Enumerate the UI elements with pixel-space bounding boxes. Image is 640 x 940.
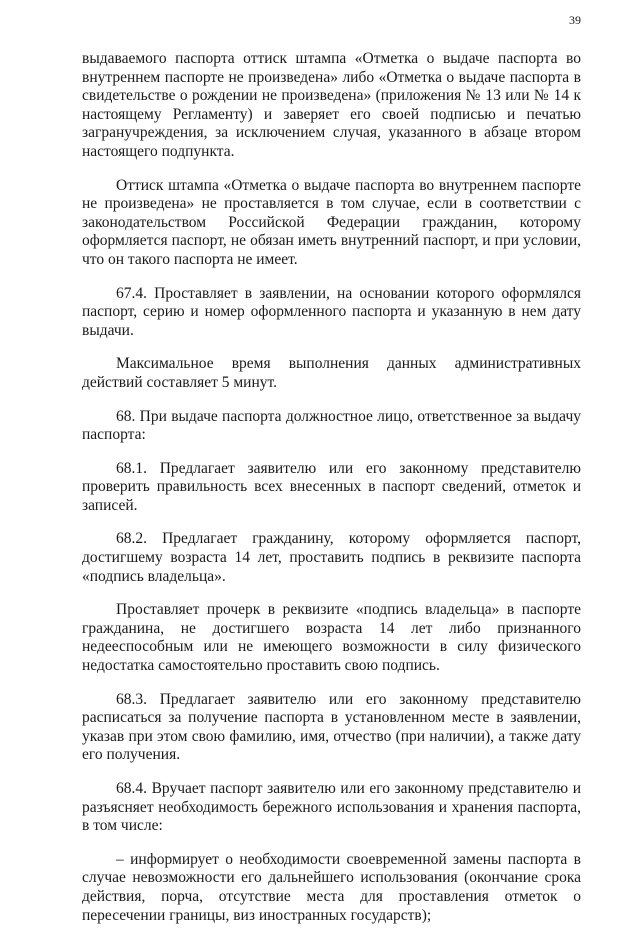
paragraph-68-3: 68.3. Предлагает заявителю или его законному представителю расписаться за получение паспорта в установленном месте в заявлении, указав при этом свою фамилию, имя, отчество (при наличии), а также дату его получения. bbox=[82, 690, 581, 764]
paragraph-max-time: Максимальное время выполнения данных административных действий составляет 5 минут. bbox=[82, 355, 581, 391]
paragraph-68-2: 68.2. Предлагает гражданину, которому оформляется паспорт, достигшему возраста 14 лет, проставить подпись в реквизите паспорта «подпись владельца». bbox=[82, 530, 581, 585]
paragraph-68-1: 68.1. Предлагает заявителю или его законному представителю проверить правильность всех внесенных в паспорт сведений, отметок и записей. bbox=[82, 459, 581, 514]
page-number: 39 bbox=[569, 13, 581, 27]
paragraph-67-4: 67.4. Проставляет в заявлении, на основании которого оформлялся паспорт, серию и номер оформленного паспорта и указанную в нем дату выдачи. bbox=[82, 284, 581, 339]
paragraph-continuation: выдаваемого паспорта оттиск штампа «Отметка о выдаче паспорта во внутреннем паспорте не произведена» либо «Отметка о выдаче паспорта в свидетельстве о рождении не произведена» (приложения № 13 или № 14 к настоящему Регламенту) и заверяет его своей подписью и печатью загранучреждения, за исключением случая, указанного в абзаце втором настоящего подпункта. bbox=[82, 50, 581, 160]
paragraph-inform-replacement: – информирует о необходимости своевременной замены паспорта в случае невозможности его дальнейшего использования (окончание срока действия, порча, отсутствие места для проставления отметок о пересечении границы, виз иностранных государств); bbox=[82, 850, 581, 924]
document-body bbox=[82, 50, 581, 940]
paragraph-68: 68. При выдаче паспорта должностное лицо, ответственное за выдачу паспорта: bbox=[82, 407, 581, 444]
paragraph-dash-signature: Проставляет прочерк в реквизите «подпись владельца» в паспорте гражданина, не достигшего возраста 14 лет либо признанного недееспособным или не имеющего возможности в силу физического недостатка самостоятельно проставить свою подпись. bbox=[82, 601, 581, 675]
paragraph-stamp-exception: Оттиск штампа «Отметка о выдаче паспорта во внутреннем паспорте не произведена» не проставляется в том случае, если в соответствии с законодательством Российской Федерации гражданин, которому оформляется паспорт, не обязан иметь внутренний паспорт, и при условии, что он такого паспорта не имеет. bbox=[82, 176, 581, 268]
paragraph-68-4: 68.4. Вручает паспорт заявителю или его законному представителю и разъясняет необходимость бережного использования и хранения паспорта, в том числе: bbox=[82, 780, 581, 835]
